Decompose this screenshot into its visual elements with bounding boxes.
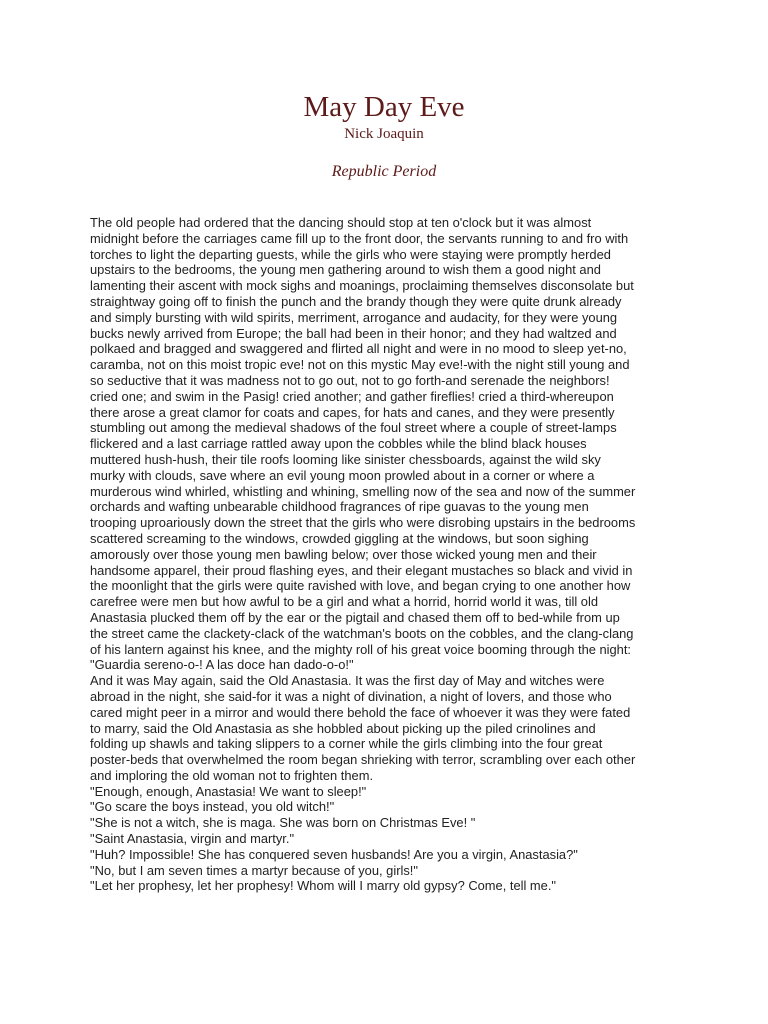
body-line: murderous wind whirled, whistling and whining, smelling now of the sea and now of the summer <box>90 483 636 499</box>
body-line: and simply bursting with wild spirits, merriment, arrogance and audacity, for they were young <box>90 309 618 325</box>
body-line: the street came the clackety-clack of the watchman's boots on the cobbles, and the clang-clang <box>90 625 634 641</box>
body-line: The old people had ordered that the dancing should stop at ten o'clock but it was almost <box>90 215 592 230</box>
body-line: "Guardia sereno-o-! A las doce han dado-o-o!" <box>90 657 354 673</box>
body-line: torches to light the departing guests, while the girls who were staying were promptly herded <box>90 246 611 262</box>
document-period: Republic Period <box>331 163 437 180</box>
body-line: lamenting their ascent with mock sighs and moanings, proclaiming themselves disconsolate but <box>90 278 634 294</box>
body-line: "No, but I am seven times a martyr because of you, girls!" <box>90 862 418 878</box>
body-line: midnight before the carriages came fill up to the front door, the servants running to and fro with <box>90 230 629 246</box>
body-line: carefree were men but how awful to be a girl and what a horrid, horrid world it was, till old <box>90 594 598 610</box>
body-line: cared might peer in a mirror and would there behold the face of whoever it was they were fated <box>90 704 631 720</box>
body-line: Anastasia plucked them off by the ear or the pigtail and chased them off to bed-while from up <box>90 609 620 625</box>
body-line: upstairs to the bedrooms, the young men gathering around to wish them a good night and <box>90 262 601 278</box>
body-line: stumbling out among the medieval shadows of the foul street where a couple of street-lamps <box>90 420 617 436</box>
body-line: "Let her prophesy, let her prophesy! Whom will I marry old gypsy? Come, tell me." <box>90 878 556 894</box>
body-line: "She is not a witch, she is maga. She was born on Christmas Eve! " <box>90 815 476 831</box>
body-line: And it was May again, said the Old Anastasia. It was the first day of May and witches were <box>90 673 605 689</box>
body-line: so seductive that it was madness not to go out, not to go forth-and serenade the neighbors! <box>90 372 610 388</box>
body-line: caramba, not on this moist tropic eve! not on this mystic May eve!-with the night still young and <box>90 357 630 373</box>
body-line: flickered and a last carriage rattled away upon the cobbles while the blind black houses <box>90 436 587 452</box>
body-line: orchards and wafting unbearable childhood fragrances of ripe guavas to the young men <box>90 499 589 515</box>
document-author: Nick Joaquin <box>344 126 424 142</box>
body-line: polkaed and bragged and swaggered and flirted all night and were in no mood to sleep yet-no, <box>90 341 627 357</box>
body-line: abroad in the night, she said-for it was a night of divination, a night of lovers, and those who <box>90 688 612 704</box>
body-line: bucks newly arrived from Europe; the ball had been in their honor; and they had waltzed and <box>90 325 617 341</box>
body-line: and imploring the old woman not to frighten them. <box>90 767 374 783</box>
body-line: poster-beds that overwhelmed the room began shrieking with terror, scrambling over each other <box>90 752 636 768</box>
body-line: trooping uproariously down the street that the girls who were disrobing upstairs in the bedrooms <box>90 515 636 531</box>
body-line: "Huh? Impossible! She has conquered seven husbands! Are you a virgin, Anastasia?" <box>90 846 578 862</box>
body-line: "Go scare the boys instead, you old witch!" <box>90 799 335 815</box>
body-line: to marry, said the Old Anastasia as she hobbled about picking up the piled crinolines and <box>90 720 596 736</box>
body-line: scattered screaming to the windows, crowded giggling at the windows, but soon sighing <box>90 530 589 546</box>
body-line: "Saint Anastasia, virgin and martyr." <box>90 831 295 847</box>
body-line: straightway going off to finish the punch and the brandy though they were quite drunk already <box>90 293 622 309</box>
document-title: May Day Eve <box>303 91 465 123</box>
body-line: cried one; and swim in the Pasig! cried another; and gather fireflies! cried a third-whereupon <box>90 388 614 404</box>
body-line: amorously over those young men bawling below; over those wicked young men and their <box>90 546 597 562</box>
body-line: folding up shawls and taking slippers to a corner while the girls climbing into the four great <box>90 736 603 752</box>
body-line: the moonlight that the girls were quite ravished with love, and began crying to one another how <box>90 578 631 594</box>
body-line: there arose a great clamor for coats and capes, for hats and canes, and they were presently <box>90 404 615 420</box>
body-line: of his lantern against his knee, and the mighty roll of his great voice booming through the night: <box>90 641 632 657</box>
body-line: handsome apparel, their proud flashing eyes, and their elegant mustaches so black and vivid in <box>90 562 633 578</box>
document-body <box>90 215 720 894</box>
body-line: muttered hush-hush, their tile roofs looming like sinister chessboards, against the wild sky <box>90 451 601 467</box>
body-line: murky with clouds, save where an evil young moon prowled about in a corner or where a <box>90 467 595 483</box>
body-line: "Enough, enough, Anastasia! We want to sleep!" <box>90 783 367 799</box>
